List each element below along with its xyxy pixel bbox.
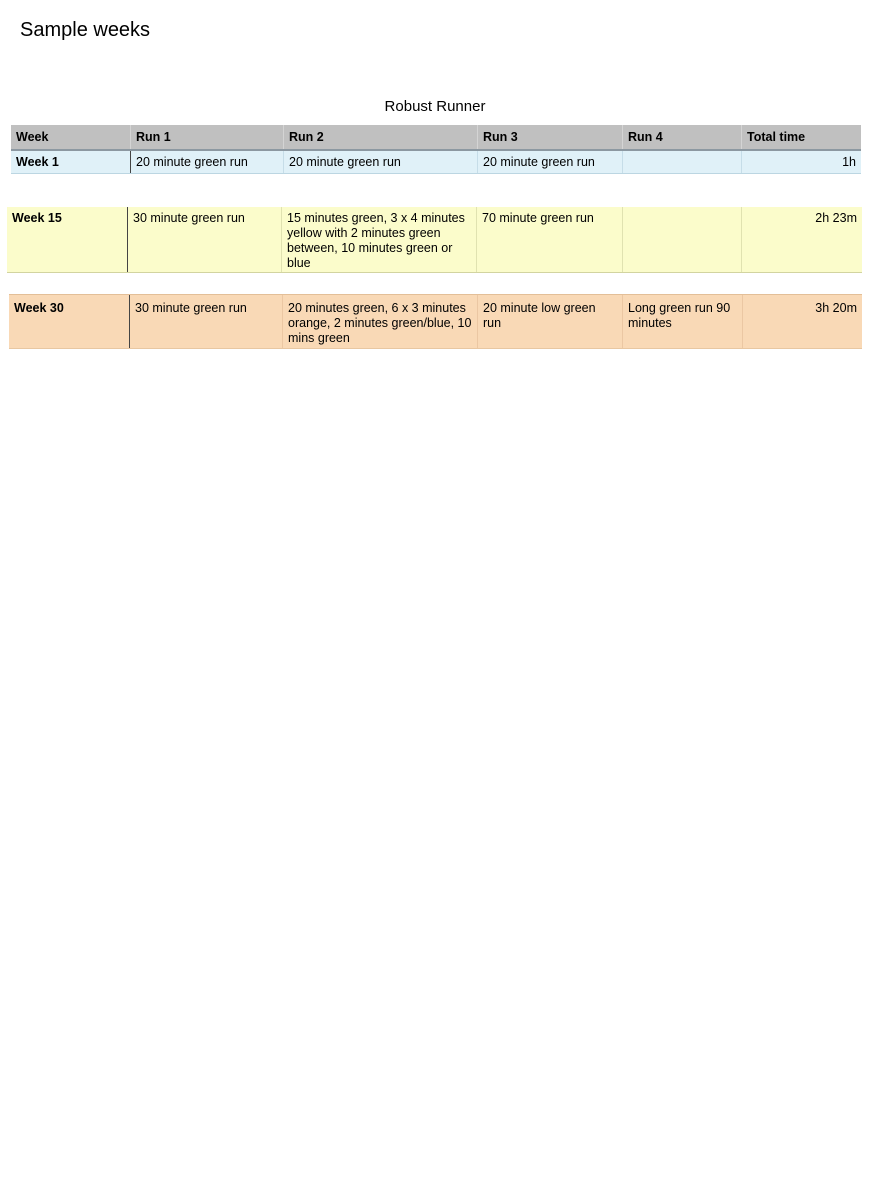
total-time-cell: 3h 20m — [742, 295, 862, 348]
run-1-cell: 30 minute green run — [129, 295, 282, 348]
run-4-cell — [622, 207, 741, 272]
header-run-3: Run 3 — [477, 125, 622, 149]
run-3-cell: 20 minute green run — [477, 151, 622, 173]
week-label: Week 1 — [16, 155, 59, 169]
page-title: Sample weeks — [20, 19, 151, 41]
run-1-cell: 30 minute green run — [127, 207, 281, 272]
header-week: Week — [16, 130, 49, 144]
run-2-cell: 20 minutes green, 6 x 3 minutes orange, 2 minutes green/blue, 10 mins green — [282, 295, 477, 348]
total-time-cell: 1h — [741, 151, 861, 173]
week-label: Week 30 — [14, 301, 64, 315]
table-row-week-1 — [11, 149, 861, 174]
run-3-cell: 20 minute low green run — [477, 295, 622, 348]
header-run-2: Run 2 — [283, 125, 477, 149]
week-label: Week 15 — [12, 211, 62, 225]
header-run-4: Run 4 — [622, 125, 741, 149]
table-title: Robust Runner — [384, 98, 486, 115]
run-2-cell: 20 minute green run — [283, 151, 477, 173]
total-time-cell: 2h 23m — [741, 207, 862, 272]
run-2-cell: 15 minutes green, 3 x 4 minutes yellow with 2 minutes green between, 10 minutes green or blue — [281, 207, 476, 272]
table-header-row — [11, 125, 861, 149]
run-3-cell: 70 minute green run — [476, 207, 622, 272]
run-1-cell: 20 minute green run — [130, 151, 283, 173]
header-run-1: Run 1 — [130, 125, 283, 149]
run-4-cell — [622, 151, 741, 173]
table-row-week-15 — [7, 207, 862, 273]
run-4-cell: Long green run 90 minutes — [622, 295, 742, 348]
header-total-time: Total time — [741, 125, 861, 149]
table-row-week-30 — [9, 294, 862, 349]
